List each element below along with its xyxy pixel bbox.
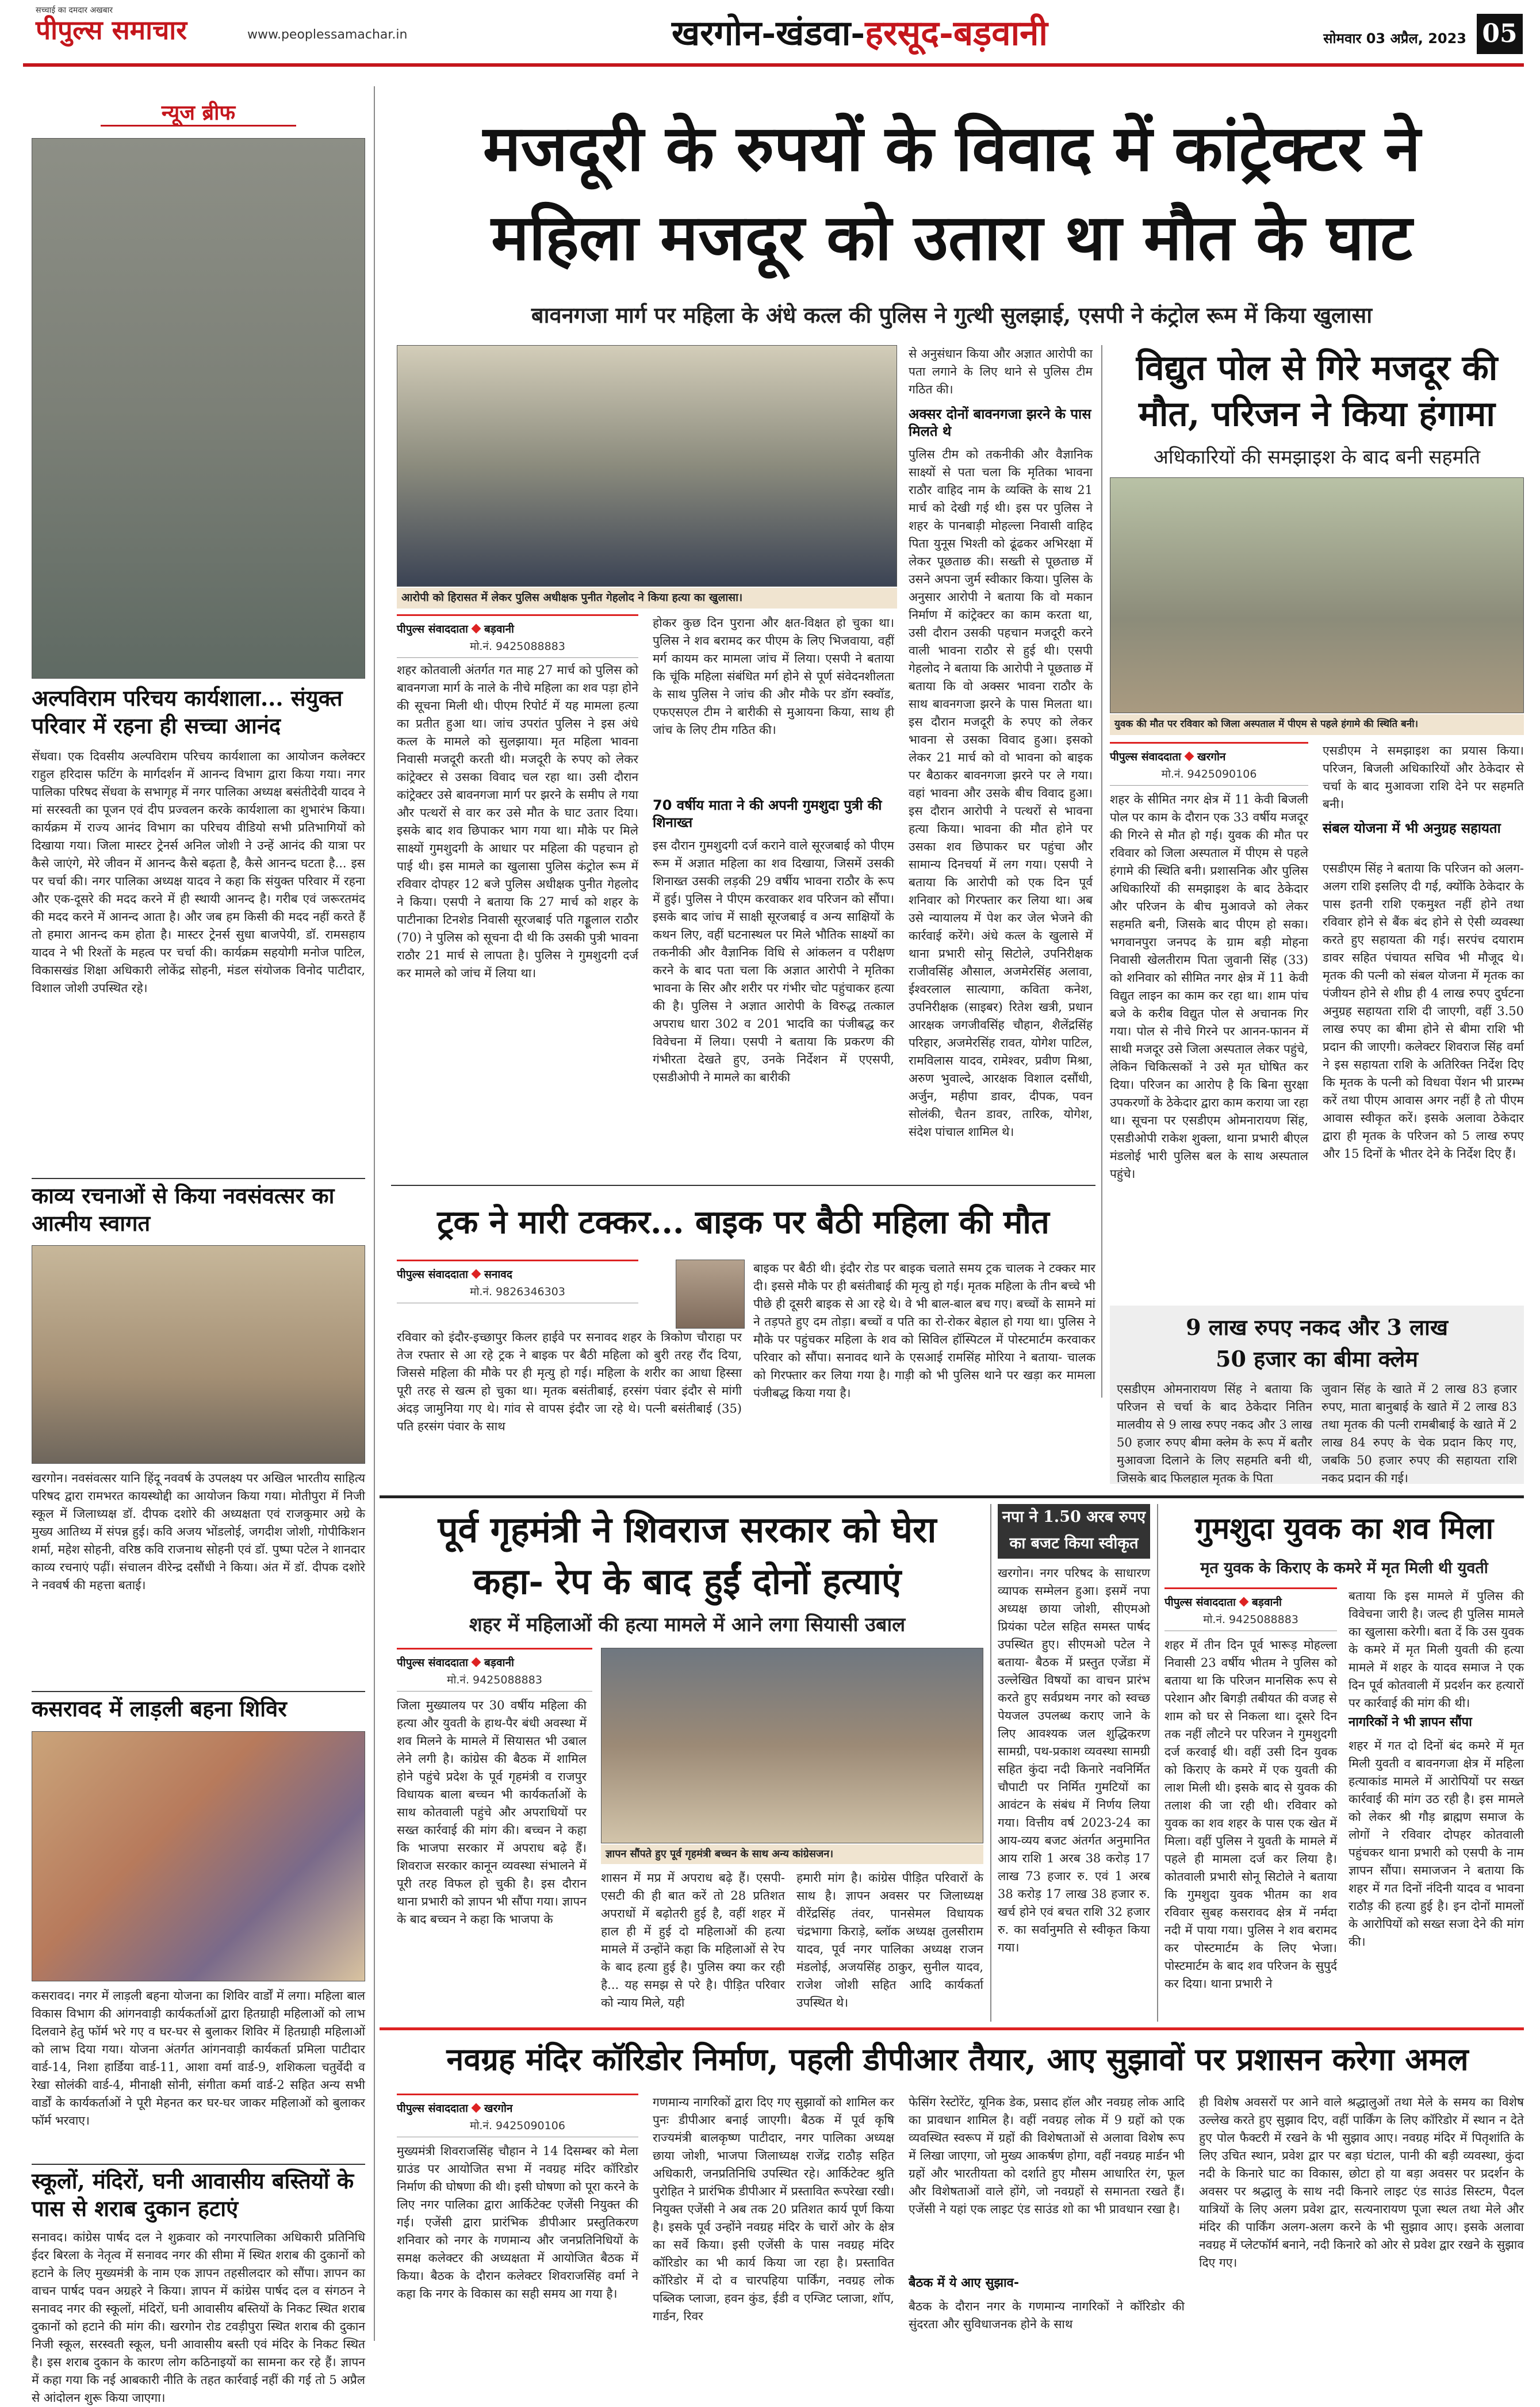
page-number: 05 (1477, 14, 1523, 54)
lead-col3: पुलिस टीम को तकनीकी और वैज्ञानिक साक्ष्यों से पता चला कि मृतिका भावना राठौर वाहिद नाम के व्यक्ति के साथ 21 मार्च को देखी गई थी। इस पर पुलिस ने शहर के पानबाड़ी मोहल्ला निवासी वाहिद पिता युनूस भिश्ती को ढूंढकर अभिरक्षा में लेकर पूछताछ की। सख्ती से पूछताछ में उसने अपना जुर्म स्वीकार किया। पुलिस के अनुसार आरोपी ने बताया कि वो मकान निर्माण में कांट्रेक्टर का काम करता था, उसी दौरान उसकी पहचान मजदूरी करने वाली भावना राठौर से हुई थी। एसपी गेहलोद ने बताया कि आरोपी ने पूछताछ में बताया कि वो अक्सर भावना राठौर के साथ बावनगजा झरने के पास मिलता था। इस दौरान मजदूरी के रुपए को लेकर भावना से उसका विवाद हुआ। इसको लेकर 21 मार्च को वो भावना को बाइक पर बैठाकर बावनगजा झरने पर ले गया। वहां भावना और उसके बीच विवाद हुआ। इस दौरान आरोपी ने पत्थरों से भावना हत्या किया। भावना की मौत होने पर उसका शव छिपाकर घर पहुंचा और सामान्य दिनचर्या में लग गया। एसपी ने बताया कि आरोपी को एक दिन पूर्व शनिवार को गिरफ्तार कर लिया था। अब उसे न्यायालय में पेश कर जेल भेजने की कार्रवाई करेंगे। अंधे कत्ल के खुलासे में थाना प्रभारी सोनू सिटोले, उपनिरीक्षक राजीवसिंह औसाल, अजमेरसिंह अलावा, ईश्वरलाल सात्यागा, कविता कनेश, उपनिरीक्षक (साइबर) रितेश खत्री, प्रधान आरक्षक जगजीवसिंह चौहान, शैलेंद्रसिंह परिहार, अजमेरसिंह रावत, योगेश पाटिल, रामविलास यादव, रामेश्वर, प्रवीण मिश्रा, अरुण भुवाल्दे, आरक्षक विशाल दसौंधी, अर्जुन, महीपा डावर, दीपक, पवन सोलंकी, चैतन डावर, तारिक, योगेश, संदेश पांचाल शामिल थे। (909, 447, 1093, 1139)
missing-col2: बताया कि इस मामले में पुलिस की विवेचना जारी है। जल्द ही पुलिस मामले का खुलासा करेगी। बता दें कि उस युवक के कमरे में मृत मिली युवती की हत्या मामले में शहर के यादव समाज ने एक दिन पूर्व कोतवाली में प्रदर्शन कर हत्यारों पर कार्रवाई की मांग की थी। (1349, 1589, 1524, 1710)
lead-headline-line1: मजदूरी के रुपयों के विवाद में कांट्रेक्टर ने (482, 111, 1421, 185)
navgrah-col4: ही विशेष अवसरों पर आने वाले श्रद्धालुओं तथा मेले के समय का विशेष उल्लेख करते हुए सुझाव दिए, वहीं पार्किंग के लिए कॉरिडोर में स्थान न देते हुए पोल फैक्टरी में रखने के भी सुझाव आए। नवग्रह मंदिर में पितृशांति के लिए उचित स्थान, प्रवेश द्वार पर बड़ा घंटाल, पानी की बड़ी व्यवस्था, कुंदा नदी के किनारे घाट का विकास, छोटा हो या बड़ा अवसर पर प्रदर्शन के अवसर पर श्रद्धालु के साथ नदी किनारे लाइट एंड साउंड सिस्टम, पैदल यात्रियों के लिए अलग प्रवेश द्वार, सत्यनारायण पूजा स्थल तथा मेले और मंदिर की पार्किंग अलग-अलग करने के भी सुझाव आए। इसके अलावा नवग्रह में प्लेटफॉर्म बनाने, नदी किनारे को ओर से प्रवेश द्वार रखने के सुझाव दिए गए। (1199, 2095, 1524, 2270)
electric-photo-caption: युवक की मौत पर रविवार को जिला अस्पताल में पीएम से पहले हंगामे की स्थिति बनी। (1110, 714, 1524, 735)
electric-subheadline: अधिकारियों की समझाइश के बाद बनी सहमति (1153, 446, 1481, 469)
former-hm-separator (990, 1504, 991, 2022)
electric-headline-line1: विद्युत पोल से गिरे मजदूर की (1136, 348, 1498, 388)
navgrah-col1: मुख्यमंत्री शिवराजसिंह चौहान ने 14 दिसम्बर को मेला ग्राउंड पर आयोजित सभा में नवग्रह मंदिर कॉरिडोर निर्माण की घोषणा की थी। इसी घोषणा को पूरा करने के लिए नगर पालिका द्वारा आर्किटेक्ट एजेंसी नियुक्त की गई। एजेंसी द्वारा प्रारंभिक डीपीआर प्रस्तुतिकरण शनिवार को नगर के गणमान्य और जनप्रतिनिधियों के समक्ष कलेक्टर की अध्यक्षता में आयोजित बैठक में किया। बैठक के दौरान कलेक्टर शिवराजसिंह वर्मा ने कहा कि नगर के विकास का सही समय आ गया है। (397, 2144, 638, 2301)
brief-body-4: सनावद। कांग्रेस पार्षद दल ने शुक्रवार को नगरपालिका अधिकारी प्रतिनिधि ईदर बिरला के नेतृत्व में सनावद नगर की सीमा में स्थित शराब की दुकानों को हटाने के लिए मुख्यमंत्री के नाम एक ज्ञापन तहसीलदार को सौंपा। ज्ञापन का वाचन पार्षद पवन अग्रहरे ने किया। ज्ञापन में कांग्रेस पार्षद दल व संगठन ने सनावद नगर की स्कूलों, मंदिरों, घनी आवासीय बस्तियों के निकट स्थित शराब दुकानों को हटाने की मांग की। खरगोन रोड टवड़ीपुरा स्थित शराब की दुकान निजी स्कूल, सरस्वती स्कूल, घनी आवासीय बस्ती एवं मंदिर के निकट स्थित है। इस शराब दुकान के कारण लोग कठिनाइयों का सामना कर रहे हैं। ज्ञापन में कहा गया कि नई आबकारी नीति के तहत कार्रवाई नहीं की गई तो 5 अप्रैल से आंदोलन शुरू किया जाएगा। (32, 2230, 365, 2405)
brief-headline-2: काव्य रचनाओं से किया नवसंवत्सर का आत्मीय स्वागत (32, 1183, 335, 1236)
electric-headline (1110, 345, 1524, 437)
location-pin-icon (471, 1657, 481, 1667)
location-pin-icon (471, 1269, 481, 1279)
electric-col2: एसडीएम सिंह ने बताया कि परिजन को अलग-अलग राशि इसलिए दी गई, क्योंकि ठेकेदार के पास इतनी राशि एकमुश्त नहीं होने तथा रविवार होने से बैंक बंद होने से ऐसी व्यवस्था करते हुए सहायता की गई। सरपंच दयाराम डावर सहित पंचायत सचिव भी मौजूद थे। मृतक की पत्नी को संबल योजना में मृतक का पंजीयन होने से शीघ्र ही 4 लाख रुपए दुर्घटना अनुग्रह सहायता राशि दी जाएगी, वहीं 3.50 लाख रुपए का बीमा होने से बीमा राशि भी प्रदान की जाएगी। कलेक्टर शिवराज सिंह वर्मा ने इस सहायता राशि के अतिरिक्त निर्देश दिए कि मृतक के पत्नी को विधवा पेंशन भी प्रारम्भ करें तथा पीएम आवास अगर नहीं है तो पीएम आवास स्वीकृत करें। इसके अलावा ठेकेदार द्वारा ही मृतक के परिजन को 5 लाख रुपए और 15 दिनों के भीतर देने के निर्देश दिए हैं। (1323, 862, 1524, 1161)
lead-byline (397, 614, 638, 637)
lead-subheadline: बावनगजा मार्ग पर महिला के अंधे कत्ल की पुलिस ने गुत्थी सुलझाई, एसपी ने कंट्रोल रूम में किया खुलासा (531, 302, 1373, 328)
electric-col2-subhead: संबल योजना में भी अनुग्रह सहायता (1323, 820, 1501, 836)
electric-mobile: मो.नं. 9425090106 (1110, 766, 1308, 786)
byline-location: बड़वानी (484, 1656, 514, 1669)
byline-location: बड़वानी (1251, 1595, 1282, 1609)
brief-divider-3 (32, 2164, 365, 2165)
insurance-box-col1: एसडीएम ओमनारायण सिंह ने बताया कि परिजन से चर्चा के बाद ठेकेदार नितिन मालवीय से 9 लाख रुपए नकद और 3 लाख 50 हजार रुपए बीमा क्लेम के रूप में बतौर मुआवजा दिलाने के लिए सहमति बनी थी, जिसके बाद फिलहाल मृतक के पिता (1117, 1382, 1312, 1485)
location-pin-icon (1239, 1597, 1248, 1606)
budget-headline-line1: नपा ने 1.50 अरब रुपए (1002, 1508, 1146, 1526)
former-hm-headline-line1: पूर्व गृहमंत्री ने शिवराज सरकार को घेरा (438, 1509, 937, 1551)
navgrah-byline (397, 2094, 638, 2117)
brief-photo-3 (32, 1731, 365, 1981)
lead-col3-subhead: अक्सर दोनों बावनगजा झरने के पास मिलते थे (909, 406, 1091, 439)
lead-mobile: मो.नं. 9425088883 (397, 638, 638, 658)
brief-headline-4: स्कूलों, मंदिरों, घनी आवासीय बस्तियों के पास से शराब दुकान हटाएं (32, 2168, 354, 2221)
former-hm-photo-caption: ज्ञापन सौंपते हुए पूर्व गृहमंत्री बच्चन के साथ अन्य कांग्रेसजन। (601, 1845, 983, 1864)
lead-photo-caption: आरोपी को हिरासत में लेकर पुलिस अधीक्षक पुनीत गेहलोद ने किया हत्या का खुलासा। (397, 588, 897, 609)
missing-mobile: मो.नं. 9425088883 (1164, 1612, 1337, 1631)
news-brief-column (32, 86, 365, 2405)
brief-body-1: सेंधवा। एक दिवसीय अल्पविराम परिचय कार्यशाला का आयोजन कलेक्टर राहुल हरिदास फटिंग के मार्गदर्शन में आनन्द विभाग द्वारा किया गया। नगर पालिका परिषद सेंधवा के सभागृह में नगर पालिका अध्यक्ष बसंतीदेवी यादव ने मां सरस्वती का पूजन एवं दीप प्रज्वलन करके कार्यशाला का शुभारंभ किया। कार्यक्रम में राज्य आनंद विभाग का परिचय वीडियो सभी प्रतिभागियों को दिखाया गया। जिला मास्टर ट्रेनर्स अनिल जोशी ने उन्हें आनंद की यात्रा पर कैसे जाएंगे, मेरे जीवन में आनन्द कैसे बढ़ता है, कैसे आनन्द घटता है... इस पर चर्चा की। नगर पालिका अध्यक्ष यादव ने कहा कि संयुक्त परिवार में रहना और एक-दूसरे की मदद करने में ही स्थायी आनन्द है। गरीब एवं जरूरतमंद की मदद करने में आनन्द आता है। और जब हम किसी की मदद नहीं करते हैं तो हमारा आनन्द कम होता है। मास्टर ट्रेनर्स सुधा बाजपेयी, डॉ. रामसहाय यादव ने भी रिश्तों के महत्व पर चर्चा की। कार्यक्रम सहयोगी मनोज पाटिल, विकासखंड शिक्षा अधिकारी लोकेंद्र सोहनी, मंडल संयोजक विनोद पाटीदार, विशाल जोशी उपस्थित रहे। (32, 749, 365, 995)
logo: पीपुल्स समाचार (36, 14, 187, 45)
location-pin-icon (471, 623, 481, 633)
byline-location: खरगोन (1197, 750, 1226, 763)
navgrah-headline: नवग्रह मंदिर कॉरिडोर निर्माण, पहली डीपीआर तैयार, आए सुझावों पर प्रशासन करेगा अमल (446, 2041, 1469, 2077)
missing-subheadline: मृत युवक के किराए के कमरे में मृत मिली थी युवती (1200, 1559, 1488, 1577)
budget-headline-line2: का बजट किया स्वीकृत (1009, 1534, 1139, 1552)
former-hm-col2: शासन में मप्र में अपराध बढ़े हैं। एसपी-एसटी की ही बात करें तो 28 प्रतिशत अपराधों में बढ़ोतरी हुई है, वहीं शहर में हाल ही में हुई दो महिलाओं की हत्या मामले में उन्होंने कहा कि महिलाओं से रेप के बाद हत्या हुई है। पुलिस क्या कर रही है... यह समझ से परे है। पीड़ित परिवार को न्याय मिले, यही (601, 1871, 785, 2010)
brief-photo-2 (32, 1245, 365, 1464)
budget-headline-box (998, 1504, 1150, 1559)
truck-byline (397, 1260, 638, 1283)
electric-col1: शहर के सीमित नगर क्षेत्र में 11 केवी बिजली पोल पर काम के दौरान एक 33 वर्षीय मजदूर की गिरने से मौत हो गई। युवक की मौत पर रविवार को जिला अस्पताल में पीएम से पहले हंगामे की स्थिति बनी। प्रशासनिक और पुलिस अधिकारियों की समझाइश के बाद ठेकेदार और परिजन के बीच मुआवजे को लेकर सहमति बनी, जिसके बाद पीएम हो सका। भगवानपुरा जनपद के ग्राम बड़ी मोहना निवासी खेलतीराम पिता जुवानी सिंह (33) को शनिवार को सीमित नगर क्षेत्र में 11 केवी विद्युत लाइन का काम कर रहा था। शाम पांच बजे के करीब विद्युत पोल से अचानक गिर गया। पोल से नीचे गिरने पर आनन-फानन में साथी मजदूर उसे जिला अस्पताल लेकर पहुंचे, लेकिन चिकित्सकों ने उसे मृत घोषित कर दिया। परिजन का आरोप है कि बिना सुरक्षा उपकरणों के ठेकेदार द्वारा काम कराया जा रहा था। सूचना पर एसडीएम ओमनारायण सिंह, एसडीओपी राकेश शुक्ला, थाना प्रभारी बीएल मंडलोई भारी पुलिस बल के साथ अस्पताल पहुंचे। (1110, 793, 1308, 1181)
truck-top-rule (391, 1185, 1095, 1186)
byline-name: पीपुल्स संवाददाता (397, 1268, 468, 1281)
insurance-title-line1: 9 लाख रुपए नकद और 3 लाख (1186, 1314, 1448, 1340)
brief-photo-1 (32, 138, 365, 679)
brief-divider-1 (32, 1178, 365, 1179)
insurance-box-col2: जुवान सिंह के खाते में 2 लाख 83 हजार रुपए, माता बानुबाई के खाते में 2 लाख 83 तथा मृतक की पत्नी रामबीबाई के खाते में 2 लाख 84 रुपए के चेक प्रदान किए गए, जबकि 50 हजार रुपए की सहायता राशि नकद प्रदान की गई। (1321, 1382, 1517, 1485)
byline-location: बड़वानी (484, 622, 514, 636)
former-hm-subheadline: शहर में महिलाओं की हत्या मामले में आने लगा सियासी उबाल (469, 1613, 906, 1636)
byline-name: पीपुल्स संवाददाता (1164, 1595, 1236, 1609)
brief-body-3: कसरावद। नगर में लाड़ली बहना योजना का शिविर वार्डों में लगा। महिला बाल विकास विभाग की आंगनवाड़ी कार्यकर्ताओं द्वारा हितग्राही महिलाओं को लाभ दिलवाने हेतु फॉर्म भरे गए व घर-घर से बुलाकर शिविर में हितग्राही महिलाओं को लाभ दिया गया। योजना अंतर्गत आंगनवाड़ी कार्यकर्ता प्रमिला पाटीदार वार्ड-14, निशा हार्डिया वार्ड-11, आशा वर्मा वार्ड-9, शशिकला चतुर्वेदी व रेखा सोलंकी वार्ड-4, मीनाक्षी सोनी, संगीता कर्मा वार्ड-2 सहित अन्य सभी वार्डों के कार्यकर्ताओं ने पूरी मेहनत कर घर-घर जाकर महिलाओं को बुलाकर फॉर्म भरवाए। (32, 1989, 365, 2127)
location-pin-icon (471, 2103, 481, 2113)
former-hm-headline-line2: कहा- रेप के बाद हुईं दोनों हत्याएं (473, 1560, 902, 1602)
missing-byline (1164, 1587, 1337, 1610)
lead-headline-line2: महिला मजदूर को उतारा था मौत के घाट (491, 200, 1412, 274)
brief-section-title: न्यूज ब्रीफ (101, 98, 296, 127)
former-hm-photo (601, 1648, 983, 1843)
edition-part2: हरसूद-बड़वानी (865, 13, 1048, 53)
location-pin-icon (1184, 751, 1194, 761)
lead-right-separator (1101, 345, 1102, 1398)
lead-col2b: इस दौरान गुमशुदगी दर्ज कराने वाले सूरजबाई को पीएम रूम में अज्ञात महिला का शव दिखाया, जिसमें उसकी शिनाख्त उसकी लड़की 29 वर्षीय भावना राठौर के रूप में हुई। पुलिस ने पीएम करवाकर शव परिजन को सौंपा। इसके बाद जांच में साक्षी सूरजबाई व अन्य साक्षियों के कथन लिए, वहीं घटनास्थल पर मिले भौतिक साक्ष्यों का तकनीकी और वैज्ञानिक विधि से आंकलन व परीक्षण करने के बाद पता चला कि अज्ञात आरोपी ने मृतिका भावना के सिर और शरीर पर गंभीर चोट पहुंचाकर हत्या की है। पुलिस ने अज्ञात आरोपी के विरुद्ध तत्काल अपराध धारा 302 व 201 भादवि का पंजीबद्ध कर विवेचना में लिया। एसपी ने बताया कि प्रकरण की गंभीरता देखते हुए, उनके निर्देशन में एएसपी, एसडीओपी ने मामले का बारीकी (653, 839, 894, 1084)
insurance-box-title (1110, 1311, 1524, 1375)
lead-headline (391, 104, 1512, 288)
missing-headline: गुमशुदा युवक का शव मिला (1194, 1511, 1494, 1546)
edition-part1: खरगोन-खंडवा- (672, 13, 865, 53)
lead-col2-subhead: 70 वर्षीय माता ने की अपनी गुमशुदा पुत्री की शिनाख्त (653, 797, 882, 831)
missing-subhead: नागरिकों ने भी ज्ञापन सौंपा (1349, 1715, 1472, 1729)
truck-victim-photo (676, 1260, 745, 1329)
mid-page-rule (380, 1495, 1524, 1498)
missing-col2b: शहर में गत दो दिनों बंद कमरे में मृत मिली युवती व बावनगजा क्षेत्र में महिला हत्याकांड मामले में आरोपियों पर सख्त कार्रवाई की मांग उठ रही है। इस मामले को लेकर श्री गौड़ ब्राह्मण समाज के लोगों ने रविवार दोपहर कोतवाली पहुंचकर थाना प्रभारी को एसपी के नाम ज्ञापन सौंपा। समाजजन ने बताया कि शहर में गत दिनों नंदिनी यादव व भावना राठौड़ की हत्या हुई है। इन दोनों मामलों के आरोपियों को सख्त सजा देने की मांग की। (1349, 1739, 1524, 1949)
navgrah-top-rule (380, 2027, 1524, 2030)
masthead-rule (23, 63, 1524, 67)
electric-photo (1110, 477, 1524, 713)
column-separator (374, 86, 375, 2341)
byline-location: खरगोन (484, 2102, 513, 2115)
electric-headline-line2: मौत, परिजन ने किया हंगामा (1139, 394, 1495, 434)
former-hm-mobile: मो.नं. 9425088883 (397, 1672, 592, 1692)
lead-col2: होकर कुछ दिन पुराना और क्षत-विक्षत हो चुका था। पुलिस ने शव बरामद कर पीएम के लिए भिजवाया, वहीं मर्ग कायम कर मामला जांच में लिया। एसपी ने बताया कि चूंकि महिला संबंधित मर्ग होने से पूर्ण संवेदनशीलता के साथ पुलिस ने जांच की और मौके पर डॉग स्क्वॉड, एफएसएल टीम ने बारीकी से मुआयना किया, साथ ही जांच के लिए टीम गठित की। (653, 616, 894, 737)
electric-byline (1110, 742, 1308, 765)
electric-col2a: एसडीएम ने समझाइश का प्रयास किया। परिजन, बिजली अधिकारियों और ठेकेदार से चर्चा के बाद मुआवजा राशि देने पर सहमति बनी। (1323, 744, 1524, 811)
lead-col1: शहर कोतवाली अंतर्गत गत माह 27 मार्च को पुलिस को बावनगजा मार्ग के नाले के नीचे महिला का शव पड़ा होने की सूचना मिली थी। पीएम रिपोर्ट में यह मामला हत्या का प्रतीत हुआ था। जांच उपरांत पुलिस ने इस अंधे कत्ल के मामले को सुलझाया। मृत महिला भावना निवासी मजदूरी करती थी। मजदूरी के रुपए को लेकर कांट्रेक्टर से उसका विवाद चल रहा था। उसी दौरान कांट्रेक्टर उसे बावनगजा मार्ग पर झरने के समीप ले गया और पत्थरों से वार कर उसे मौत के घाट उतार दिया। इसके बाद शव छिपाकर भाग गया था। मौके पर मिले साक्ष्यों गुमशुदगी के आधार पर महिला की पहचान हो पाई थी। इस मामले का खुलासा पुलिस कंट्रोल रूम में रविवार दोपहर 12 बजे पुलिस अधीक्षक पुनीत गेहलोद ने किया। एसपी ने बताया कि 27 मार्च को शहर के पाटीनाका टिनशेड निवासी सूरजबाई पति गड्डूलाल राठौर (70) ने पुलिस को सूचना दी थी कि उसकी पुत्री भावना राठौर 21 मार्च से लापता है। पुलिस ने गुमशुदगी दर्ज कर मामले को जांच में लिया था। (397, 663, 638, 980)
budget-body: खरगोन। नगर परिषद के साधारण व्यापक सम्मेलन हुआ। इसमें नपा अध्यक्ष छाया जोशी, सीएमओ प्रियंका पटेल सहित समस्त पार्षद उपस्थित हुए। सीएमओ पटेल ने बताया- बैठक में प्रस्तुत एजेंडा में उल्लेखित विषयों का वाचन प्रारंभ करते हुए सर्वप्रथम नगर को स्वच्छ पेयजल उपलब्ध कराए जाने के लिए आवश्यक जल शुद्धिकरण सामग्री, पथ-प्रकाश व्यवस्था सामग्री सहित कुंदा नदी किनारे नवनिर्मित चौपाटी पर निर्मित गुमटियों का आवंटन के संबंध में निर्णय लिया गया। वित्तीय वर्ष 2023-24 का आय-व्यय बजट अंतर्गत अनुमानित आय राशि 1 अरब 38 करोड़ 17 लाख 73 हजार रु. एवं 1 अरब 38 करोड़ 17 लाख 38 हजार रु. खर्च होने एवं बचत राशि 32 हजार रु. का सर्वानुमति से स्वीकृत किया गया। (998, 1566, 1150, 1954)
truck-col2: बाइक पर बैठी थी। इंदौर रोड पर बाइक चलाते समय ट्रक चालक ने टक्कर मार दी। इससे मौके पर ही बसंतीबाई की मृत्यु हो गई। मृतक महिला के तीन बच्चे भी पीछे ही दूसरी बाइक से आ रहे थे। वे भी बाल-बाल बच गए। बच्चों के सामने मां ने तड़पते हुए दम तोड़ा। बच्चों व पति का रो-रोकर बेहाल हो गया था। पुलिस ने मौके पर पहुंचकर महिला के शव को सिविल हॉस्पिटल में पोस्टमार्टम करवाकर परिवार को सौंपा। सनावद थाने के एसआई रामसिंह मोरिया ने बताया- चालक को गिरफ्तार कर लिया गया है। गाड़ी को भी पुलिस थाने पर खड़ा कर मामला पंजीबद्ध किया गया है। (753, 1261, 1095, 1400)
byline-name: पीपुल्स संवाददाता (1110, 750, 1181, 763)
insurance-title-line2: 50 हजार का बीमा क्लेम (1216, 1346, 1418, 1372)
byline-name: पीपुल्स संवाददाता (397, 2102, 468, 2115)
brief-headline-3: कसरावद में लाड़ली बहना शिविर (32, 1696, 287, 1721)
byline-location: सनावद (484, 1268, 512, 1281)
budget-separator (1157, 1504, 1158, 2022)
navgrah-mobile: मो.नं. 9425090106 (397, 2118, 638, 2137)
logo-tagline: सच्चाई का दमदार अखबार (36, 6, 113, 15)
masthead (0, 0, 1540, 68)
website: www.peoplessamachar.in (247, 28, 408, 42)
former-hm-col1: जिला मुख्यालय पर 30 वर्षीय महिला की हत्या और युवती के हाथ-पैर बंधी अवस्था में शव मिलने के मामले में सियासत भी उबाल लेने लगी है। कांग्रेस की बैठक में शामिल होने पहुंचे प्रदेश के पूर्व गृहमंत्री व राजपुर विधायक बाला बच्चन भी कार्यकर्ताओं के साथ कोतवाली पहुंचे और अपराधियों पर सख्त कार्रवाई की मांग की। बच्चन ने कहा कि भाजपा सरकार में अपराध बढ़े हैं। शिवराज सरकार कानून व्यवस्था संभालने में पूरी तरह विफल हो चुकी है। इस दौरान थाना प्रभारी को ज्ञापन भी सौंपा गया। ज्ञापन के बाद बच्चन ने कहा कि भाजपा के (397, 1698, 587, 1926)
truck-mobile: मो.नं. 9826346303 (397, 1284, 638, 1303)
edition-title (575, 10, 1144, 56)
brief-divider-2 (32, 1691, 365, 1692)
navgrah-col3b: बैठक के दौरान नगर के गणमान्य नागरिकों ने कॉरिडोर की सुंदरता और सुविधाजनक होने के साथ (909, 2299, 1185, 2331)
brief-body-2: खरगोन। नवसंवत्सर यानि हिंदू नववर्ष के उपलक्ष्य पर अखिल भारतीय साहित्य परिषद द्वारा रामभरत कायस्थोद्दी का आयोजन किया गया। मोतीपुरा में निजी स्कूल में जिलाध्यक्ष डॉ. दीपक दशोरे की अध्यक्षता एवं राजकुमार अग्रे के मुख्य आतिथ्य में संपन्न हुई। कवि अजय भोंडलोई, जगदीश जोशी, गोपीकिशन शर्मा, महेश सोहनी, वरिष्ठ कवि राजनाथ सोहनी एवं डॉ. पुष्पा पटेल ने शानदार काव्य रचनाएं पढ़ीं। संचालन वीरेन्द्र दसौंधी ने किया। अंत में डॉ. दीपक दशोरे ने नववर्ष की महत्ता बताई। (32, 1471, 365, 1592)
issue-date: सोमवार 03 अप्रैल, 2023 (1323, 30, 1466, 47)
byline-name: पीपुल्स संवाददाता (397, 1656, 468, 1669)
byline-name: पीपुल्स संवाददाता (397, 622, 468, 636)
former-hm-col3: हमारी मांग है। कांग्रेस पीड़ित परिवारों के साथ है। ज्ञापन अवसर पर जिलाध्यक्ष वीरेंद्रसिंह तंवर, पानसेमल विधायक चंद्रभागा किराड़े, ब्लॉक अध्यक्ष तुलसीराम यादव, पूर्व नगर पालिका अध्यक्ष राजन मंडलोई, अजयसिंह ठाकुर, सुनील यादव, राजेश जोशी सहित आदि कार्यकर्ता उपस्थित थे। (796, 1871, 983, 2010)
lead-photo (397, 345, 897, 587)
insurance-box (1110, 1306, 1524, 1484)
truck-col1: रविवार को इंदौर-इच्छापुर किलर हाईवे पर सनावद शहर के त्रिकोण चौराहा पर तेज रफ्तार से आ रहे ट्रक ने बाइक पर बैठी महिला को बुरी तरह रौंद दिया, जिससे महिला की मौके पर ही मृत्यु हो गई। महिला के शरीर का आधा हिस्सा पूरी तरह से खत्म हो चुका था। मृतक बसंतीबाई, हरसंग पंवार इंदौर से मांगी अंदड़ जामुनिया गए थे। गांव से वापस इंदौर जा रहे थे। पत्नी बसंतीबाई (35) पति हरसंग पंवार के साथ (397, 1330, 742, 1433)
missing-col1: शहर में तीन दिन पूर्व भारूड़ मोहल्ला निवासी 23 वर्षीय भीतम ने पुलिस को बताया था कि परिजन मानसिक रूप से परेशान और बिगड़ी तबीयत की वजह से शाम को घर से निकला था। दूसरे दिन तक नहीं लौटने पर परिजन ने गुमशुदगी दर्ज करवाई थी। वहीं उसी दिन युवक को किराए के कमरे में एक युवती की लाश मिली थी। इसके बाद से युवक की तलाश की जा रही थी। रविवार को युवक का शव शहर के पास एक खेत में मिला। वहीं पुलिस ने युवती के मामले में पहले ही मामला दर्ज कर लिया है। कोतवाली प्रभारी सोनू सिटोले ने बताया कि गुमशुदा युवक भीतम का शव रविवार सुबह कसरावद क्षेत्र में नर्मदा नदी में पाया गया। पुलिस ने शव बरामद कर पोस्टमार्टम के लिए भेजा। पोस्टमार्टम के बाद शव परिजन के सुपुर्द कर दिया। थाना प्रभारी ने (1164, 1638, 1337, 1991)
former-hm-headline (391, 1504, 983, 1608)
navgrah-subhead: बैठक में ये आए सुझाव- (909, 2276, 1020, 2290)
former-hm-byline (397, 1648, 592, 1671)
navgrah-col3: फेसिंग रेस्टोरेंट, यूनिक डेक, प्रसाद हॉल और नवग्रह लोक आदि का प्रावधान शामिल है। वहीं नवग्रह लोक में 9 ग्रहों को एक व्यवस्थित स्वरूप में ग्रहों की विशेषताओं से अलावा विशेष रूप में लिखा जाएगा, जो मुख्य आकर्षण होगा, वहीं नवग्रह मार्डन भी ग्रहों और भारतीयता को दर्शाते हुए मौसम आधारित रंग, फूल और विशेषताओं वाले होंगे, जो नवग्रहों से समानता रखते हैं। एजेंसी ने यहां एक लाइट एंड साउंड शो का भी प्रावधान रखा है। (909, 2095, 1185, 2216)
lead-col3a: से अनुसंधान किया और अज्ञात आरोपी का पता लगाने के लिए थाने से पुलिस टीम गठित की। (909, 347, 1093, 396)
brief-headline-1: अल्पविराम परिचय कार्यशाला... संयुक्त परिवार में रहना ही सच्चा आनंद (32, 685, 343, 738)
truck-headline: ट्रक ने मारी टक्कर... बाइक पर बैठी महिला की मौत (437, 1203, 1049, 1241)
navgrah-col2: गणमान्य नागरिकों द्वारा दिए गए सुझावों को शामिल कर पुनः डीपीआर बनाई जाएगी। बैठक में पूर्व कृषि राज्यमंत्री बालकृष्ण पाटीदार, नगर पालिका अध्यक्ष छाया जोशी, भाजपा जिलाध्यक्ष राजेंद्र राठौड़ सहित अधिकारी, जनप्रतिनिधि उपस्थित रहे। आर्किटेक्ट श्रुति पुरोहित ने प्रारंभिक डीपीआर में प्रस्तावित रूपरेखा रखी। नियुक्त एजेंसी ने अब तक 20 प्रतिशत कार्य पूर्ण किया है। इसके पूर्व उन्होंने नवग्रह मंदिर के चारों ओर के क्षेत्र का सर्वे किया। इसी एजेंसी के पास नवग्रह मंदिर कॉरिडोर का भी कार्य किया जा रहा है। प्रस्तावित कॉरिडोर में दो व चारपहिया पार्किंग, नवग्रह लोक पब्लिक प्लाजा, हवन कुंड, ईडी व एग्जिट प्लाजा, शॉप, गार्डन, रिवर (653, 2095, 894, 2323)
